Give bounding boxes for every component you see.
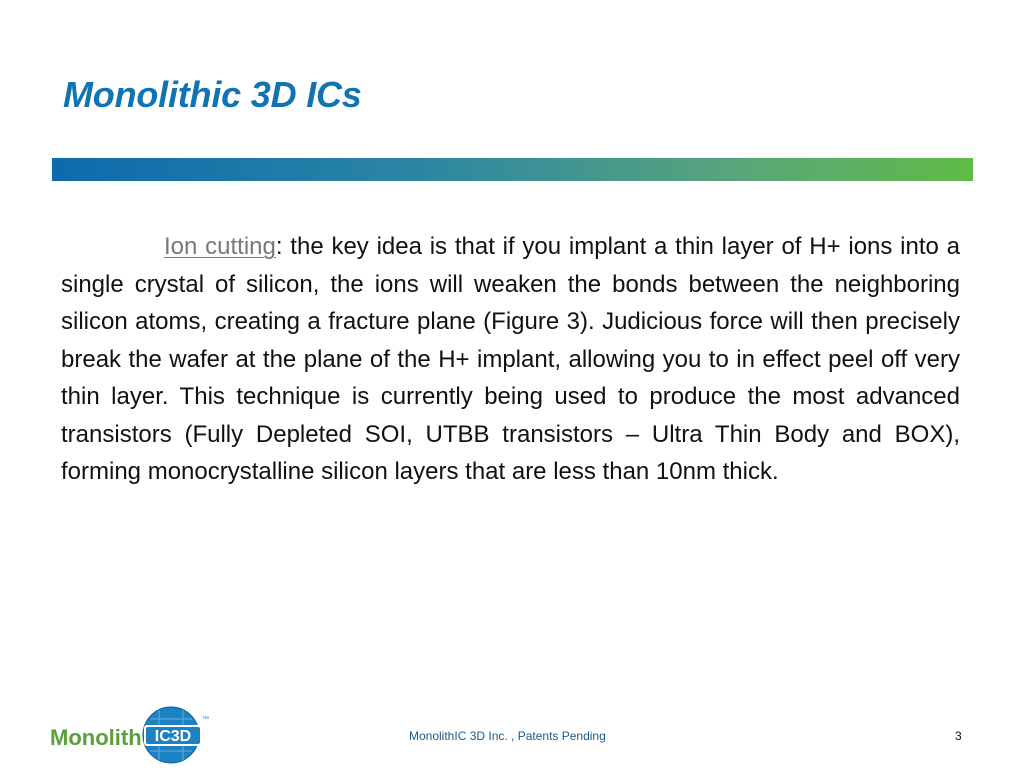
slide-title: Monolithic 3D ICs bbox=[63, 74, 362, 115]
title-gradient-rule bbox=[52, 158, 973, 181]
body-paragraph-text: : the key idea is that if you implant a thin layer of H+ ions into a single crystal of silicon, the ions will weaken the bonds between the neighboring silicon atoms, creating a fracture plane (Figure 3). Judicious force will then precisely break the wafer at the plane of the H+ implant, allowing you to in effect peel off very thin layer. This technique is currently being used to produce the most advanced transistors (Fully Depleted SOI, UTBB transistors – Ultra Thin Body and BOX), forming monocrystalline silicon layers that are less than 10nm thick. bbox=[61, 233, 960, 485]
body-paragraph bbox=[61, 228, 960, 491]
monolithic3d-logo bbox=[50, 705, 220, 767]
logo-wordmark: Monolith bbox=[50, 725, 142, 750]
logo-trademark: ™ bbox=[202, 716, 209, 723]
logo-badge-icon bbox=[142, 705, 208, 765]
page-number: 3 bbox=[955, 729, 962, 743]
footer-text: MonolithIC 3D Inc. , Patents Pending bbox=[409, 729, 606, 743]
logo-badge-text: IC3D bbox=[154, 728, 192, 745]
ion-cutting-link[interactable]: Ion cutting bbox=[164, 233, 276, 260]
